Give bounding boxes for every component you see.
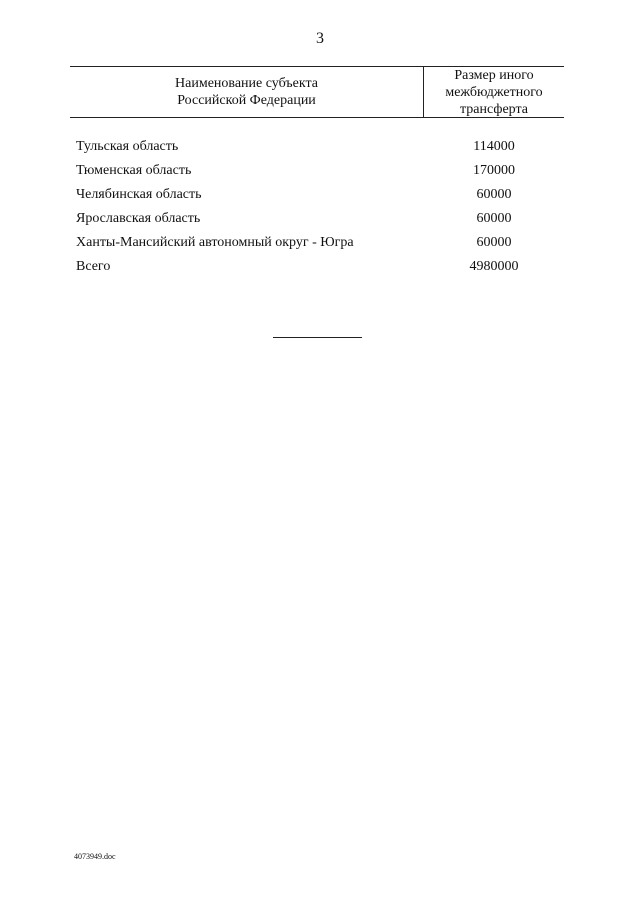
table-row <box>76 138 564 162</box>
header-transfer-amount <box>424 67 564 117</box>
footer-file-name: 4073949.doc <box>74 852 116 861</box>
table-row <box>76 210 564 234</box>
row-subject-name: Тюменская область <box>76 163 192 178</box>
row-transfer-amount: 60000 <box>476 235 512 250</box>
header-subject-name-line1: Наименование субъекта <box>175 76 318 91</box>
end-of-table-rule <box>273 337 362 338</box>
row-total-label: Всего <box>76 259 111 274</box>
header-subject-name <box>70 67 423 117</box>
header-transfer-amount-line1: Размер иного <box>454 67 534 83</box>
header-subject-name-line2: Российской Федерации <box>177 93 316 108</box>
table-body <box>76 138 564 282</box>
header-transfer-amount-line3: трансферта <box>460 101 528 117</box>
row-subject-name: Ярославская область <box>76 211 201 226</box>
row-subject-name: Тульская область <box>76 139 179 154</box>
row-subject-name: Челябинская область <box>76 187 202 202</box>
table-row <box>76 186 564 210</box>
table-row-total <box>76 258 564 282</box>
row-transfer-amount: 60000 <box>476 211 512 226</box>
row-transfer-amount: 114000 <box>473 139 515 154</box>
row-transfer-amount: 170000 <box>473 163 515 178</box>
table-row <box>76 234 564 258</box>
page-number: 3 <box>316 30 324 47</box>
row-subject-name: Ханты-Мансийский автономный округ - Югра <box>76 235 354 250</box>
table-header <box>70 66 564 118</box>
row-total-amount: 4980000 <box>469 259 519 274</box>
row-transfer-amount: 60000 <box>476 187 512 202</box>
header-transfer-amount-line2: межбюджетного <box>445 84 543 100</box>
table-row <box>76 162 564 186</box>
